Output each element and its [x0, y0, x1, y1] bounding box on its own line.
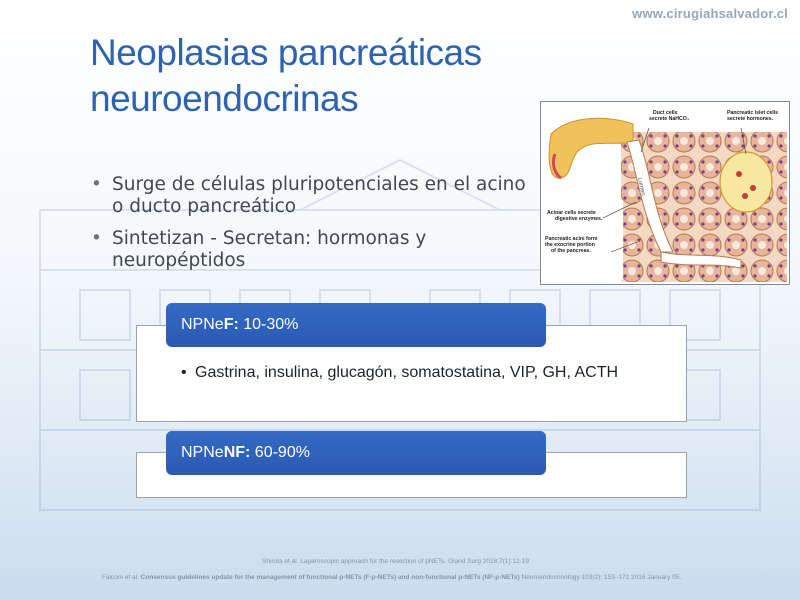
pancreas-histology-illustration — [540, 101, 790, 285]
nonfunctional-header-bold: NF: — [223, 444, 251, 461]
slide-title-line2: neuroendocrinas — [90, 78, 359, 119]
label-acinar-cells: Acinar cells secrete digestive enzymes. — [547, 210, 603, 222]
label-lumen: Lumen — [636, 177, 646, 197]
bullet-item-secretion: • Sintetizan - Secretan: hormonas y neuropéptidos — [112, 228, 532, 272]
reference-falconi-journal: Neuroendocrinology 103(2): 153–171 2016 January 05. — [519, 574, 682, 581]
label-islet-cells: Pancreatic islet cells secrete hormones. — [727, 110, 779, 122]
functional-group-header — [166, 303, 546, 347]
functional-header-bold: F: — [223, 316, 239, 333]
reference-falconi-authors: Falconi et al. — [102, 574, 139, 581]
reference-falconi-title: Consensus guidelines update for the management of functional p-NETs (F-p-NETs) and non-functional p-NETs (NF-p-NETs) — [140, 574, 520, 581]
reference-falconi — [102, 574, 681, 581]
nonfunctional-group-header — [166, 431, 546, 475]
functional-hormones-list: • Gastrina, insulina, glucagón, somatostatina, VIP, GH, ACTH — [181, 361, 661, 385]
label-acini: Pancreatic acini form the exocrine portion of the pancreas. — [545, 236, 598, 254]
slide-title-line1: Neoplasias pancreáticas — [90, 32, 482, 73]
bullet-list — [112, 174, 532, 282]
slide-title — [90, 30, 482, 122]
reference-shirota: Shirota et al. Laparoscopic approach for the resection of pNETs. Gland Surg 2018;7(1):12-19 — [262, 558, 530, 565]
functional-header-value: 10-30% — [238, 316, 299, 333]
functional-header-prefix: NPNe — [181, 316, 224, 333]
nonfunctional-header-prefix: NPNe — [181, 444, 224, 461]
site-url: www.cirugiahsalvador.cl — [632, 6, 788, 21]
pancreas-histology-icon — [541, 102, 789, 284]
label-duct-cells: Duct cells secrete NaHCO₃ — [649, 110, 690, 122]
bullet-item-origin: • Surge de células pluripotenciales en el acino o ducto pancreático — [112, 174, 532, 218]
nonfunctional-header-value: 60-90% — [250, 444, 310, 461]
